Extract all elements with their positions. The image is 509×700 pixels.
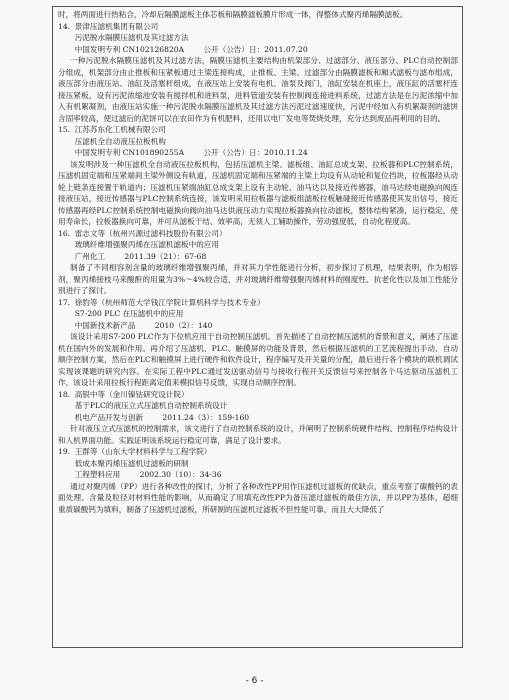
entry-source: 机电产品开发与创新 2011.24（3）：159-160 <box>74 412 250 422</box>
entry-source: 中国发明专利 CN101890255A 公开（公告）日：2010.11.24 <box>74 148 308 157</box>
patent-entry <box>58 297 458 389</box>
entry-list <box>58 21 458 516</box>
entry-title: 压滤机全自动液压拉板机构 <box>74 136 166 146</box>
entry-owner: 王群等（山东大学材料科学与工程学院） <box>74 447 212 456</box>
entry-abstract: 针对液压立式压滤机的控制需求，该文进行了自动控制系统的设计，并阐明了控制系统硬件结构、控制程序结构设计和人机界面功能。实践证明该系统运行稳定可靠，满足了设计要求。 <box>58 424 458 445</box>
patent-entry <box>58 446 458 515</box>
document-body <box>58 9 458 515</box>
entry-source: 中国发明专利 CN102126820A 公开（公告）日：2011.07.20 <box>74 44 308 54</box>
entry-owner: 雷志文等（杭州兴源过滤科技股份有限公司） <box>74 228 227 238</box>
entry-abstract: 一种污泥脱水隔膜压滤机及其过滤方法，隔膜压滤机主要结构由机架部分、过滤部分、液压部分、PLC自动控制部分组成，机架部分由止推板和压紧板通过主梁连接构成，止推板、主梁、过滤部分由隔膜滤板和厢式滤板与滤布组成，液压部分由液压站、油缸及活塞杆组成，在液压站上安装有电机、油泵及阀门，油缸安装在机座上，液压缸的活塞杆连接压紧板，设有污泥浓缩池安装有搅拌机和进料泵，进料管道安装有控制阀连接进料系统，过滤方法是在污泥浓缩中加入有机絮凝剂，由液压站实施一种污泥脱水隔膜压滤机及其过滤方法污泥过滤速度快，污泥中经加入有机絮凝剂的滤饼含固率较高，使过滤后的泥饼可以在农田作为有机肥料，还用以电厂发电等焚烧处理，充分达到废品再利用的目的。 <box>58 56 458 123</box>
entry-title: 基于PLC的液压立式压滤机自动控制系统设计 <box>74 401 228 410</box>
entry-number: 19. <box>58 447 71 456</box>
entry-source: 广州化工 2011.39（21）：67-68 <box>74 251 207 261</box>
entry-title: 污泥脱水隔膜压滤机及其过滤方法 <box>74 33 189 42</box>
patent-entry <box>58 228 458 297</box>
patent-entry <box>58 21 458 125</box>
entry-title: 低成本聚丙烯压滤机过滤板的研制 <box>74 458 189 468</box>
entry-owner: 江苏苏东化工机械有限公司 <box>74 125 166 134</box>
entry-owner: 徐豹等（杭州师范大学钱江学院计算机科学与技术专业） <box>74 297 265 307</box>
entry-title: S7-200 PLC 在压滤机中的应用 <box>74 309 184 318</box>
entry-owner: 景津压滤机集团有限公司 <box>74 21 159 31</box>
entry-number: 15. <box>58 125 71 134</box>
entry-abstract: 通过对聚丙烯（PP）进行各种改性的探讨，分析了各种改性PP用作压滤机过滤板的优缺点，重点考察了碳酸钙的表面处理、含量及粒径对材料性能的影响，从而确定了用填充改性PP为备压滤过滤板的最佳方法，并以PP为基体，超细重质碳酸钙为填料，制备了压滤机过滤板，所研制的压滤机过滤板不但性能可靠，而且大大降低了 <box>58 481 458 514</box>
entry-source: 工程塑料应用 2002.30（10）：34-36 <box>74 470 222 479</box>
page-number: - 6 - <box>245 676 264 686</box>
lead-text: 时，将两面进行热粘合，冷却后隔膜滤板主体芯板和隔膜滤板膜片形成一体，得整体式聚丙烯隔膜滤板。 <box>58 10 408 19</box>
entry-abstract: 该设计采用S7-200 PLC作为下位机应用于自动控制压滤机。首先描述了自动控制压滤机的背景和意义，阐述了压滤机在国内外的发展和作用。再介绍了压滤机、PLC、触摸屏的功能及背景，然后根据压滤机的工艺流程提出手动、自动顺序控制方案，然后在PLC和触摸屏上进行硬件和软件设计，程序编写及开关量的分配，最后进行各个模块的联机调试实现该课题的研究内容。在实际工程中PLC通过发送驱动信号与接收行程开关反馈信号来控制各个马达驱动压滤机工作，该设计采用拉板行程距离定值来模拟信号反馈，实现自动顺序控制。 <box>58 332 458 387</box>
entry-number: 14. <box>58 21 71 31</box>
entry-number: 17. <box>58 297 71 307</box>
entry-abstract: 该发明涉及一种压滤机全自动液压拉板机构，包括压滤机主梁、滤板组、油缸总成支架、拉板器和PLC控制系统，压滤机固定端和压紧端间主梁外侧设有轨道，压滤机固定端和压紧端的主梁上均设有从动轮和复位挡块，拉板器经从动轮上链条连接置于轨道内；压滤机压紧端油缸总成支架上设有主动轮、油马达以及接近传感器，油马达经电磁换向阀连接液压站，接近传感器与PLC控制系统连接，该发明采用拉板器与滤板组滤板拉板触碰接近传感器使其发出信号，接近传感器再经PLC控制系统控制电磁换向阀向油马达供液压动力实现拉板器换向拉动滤板，整体结构紧凑，运行稳定，使用寿命长，拉板器换向可靠，并可从滤板干结、效率高，无须人工辅助操作，劳动强度低，自动化程度高。 <box>58 159 458 226</box>
entry-title: 玻璃纤维增强聚丙烯在压滤机滤板中的应用 <box>74 240 219 249</box>
entry-number: 18. <box>58 389 71 399</box>
entry-source: 中国新技术新产品 2010（2）：140 <box>74 320 213 330</box>
patent-entry <box>58 389 458 447</box>
entry-owner: 高银中等（金川镍钴研究设计院） <box>74 389 189 399</box>
patent-entry <box>58 124 458 228</box>
entry-abstract: 制备了不同相容剂含量的玻璃纤维增强聚丙烯，并对其力学性能进行分析，初步探讨了机理，结果表明，作为相容剂，聚丙烯接枝马来酸酐的用量为3%～4%较合适，并对玻璃纤维增强聚丙烯材料的刚度性、抗老化性以及加工性能分别进行了探讨。 <box>58 263 458 295</box>
entry-number: 16. <box>58 228 71 238</box>
